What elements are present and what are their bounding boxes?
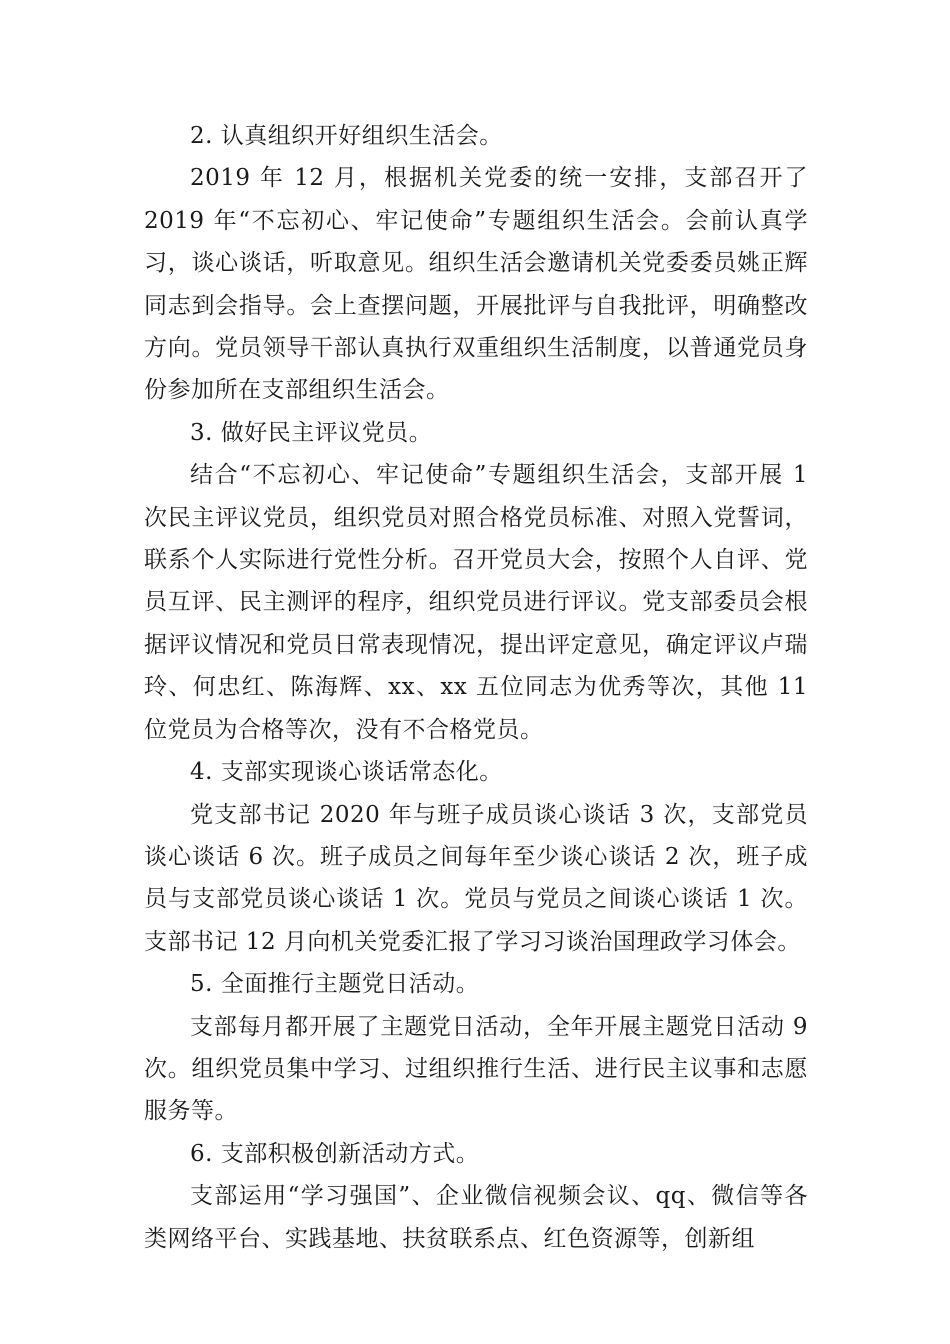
- section-heading-3: 3. 做好民主评议党员。: [190, 419, 433, 446]
- section-body-4: 党支部书记 2020 年与班子成员谈心谈话 3 次，支部党员谈心谈话 6 次。班子成员之间每年至少谈心谈话 2 次，班子成员与支部党员谈心谈话 1 次。党员与党员之间谈心谈话 1 次。支部书记 12 月向机关党委汇报了学习习谈治国理政学习体会。: [144, 801, 808, 955]
- section-body-2: 2019 年 12 月，根据机关党委的统一安排，支部召开了 2019 年“不忘初心、牢记使命”专题组织生活会。会前认真学习，谈心谈话，听取意见。组织生活会邀请机关党委委员姚正辉同志到会指导。会上查摆问题，开展批评与自我批评，明确整改方向。党员领导干部认真执行双重组织生活制度，以普通党员身份参加所在支部组织生活会。: [144, 165, 808, 404]
- section-heading-6: 6. 支部积极创新活动方式。: [190, 1140, 480, 1167]
- section-heading-2: 2. 认真组织开好组织生活会。: [190, 123, 503, 149]
- section-heading-5: 5. 全面推行主题党日活动。: [190, 971, 480, 998]
- section-heading-4: 4. 支部实现谈心谈话常态化。: [190, 759, 503, 786]
- section-body-6: 支部运用“学习强国”、企业微信视频会议、qq、微信等各类网络平台、实践基地、扶贫联系点、红色资源等，创新组: [144, 1183, 808, 1252]
- document-page: [144, 115, 808, 1260]
- section-body-5: 支部每月都开展了主题党日活动，全年开展主题党日活动 9 次。组织党员集中学习、过组织推行生活、进行民主议事和志愿服务等。: [144, 1013, 808, 1125]
- section-body-3: 结合“不忘初心、牢记使命”专题组织生活会，支部开展 1 次民主评议党员，组织党员对照合格党员标准、对照入党誓词，联系个人实际进行党性分析。召开党员大会，按照个人自评、党员互评、民主测评的程序，组织党员进行评议。党支部委员会根据评议情况和党员日常表现情况，提出评定意见，确定评议卢瑞玲、何忠红、陈海辉、xx、xx 五位同志为优秀等次，其他 11 位党员为合格等次，没有不合格党员。: [144, 462, 808, 743]
